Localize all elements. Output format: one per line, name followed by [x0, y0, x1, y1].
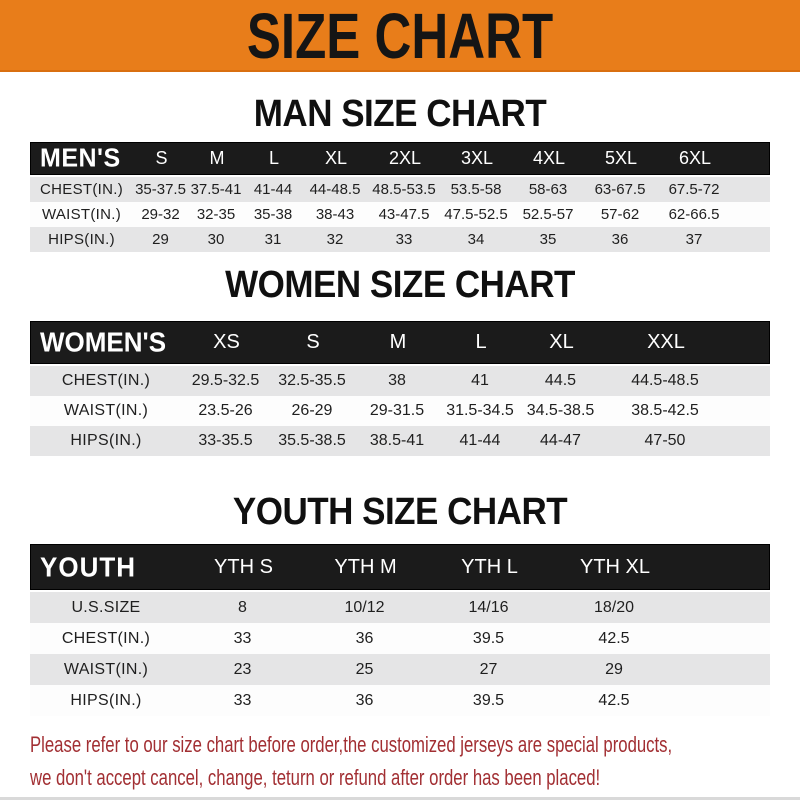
size-value-cell: 67.5-72 — [668, 181, 720, 198]
size-value-cell: 33 — [233, 691, 252, 709]
size-value-cell: 41-44 — [459, 432, 501, 449]
size-column-header: XXL — [647, 331, 685, 353]
size-value-cell: 52.5-57 — [522, 206, 574, 223]
size-value-cell: 41-44 — [253, 181, 293, 198]
size-value-cell: 35.5-38.5 — [278, 432, 346, 449]
size-value-cell: 10/12 — [344, 598, 385, 616]
row-label: HIPS(IN.) — [48, 231, 115, 248]
table-header-row — [30, 321, 770, 364]
table-row — [30, 396, 770, 426]
size-column-header: YTH S — [214, 555, 273, 578]
table-row — [30, 623, 770, 654]
size-value-cell: 35-38 — [253, 206, 293, 223]
size-value-cell: 33-35.5 — [198, 432, 253, 449]
table-corner-label: MEN'S — [40, 143, 121, 173]
size-value-cell: 34 — [467, 231, 485, 248]
row-label: CHEST(IN.) — [40, 181, 123, 198]
size-value-cell: 37.5-41 — [190, 181, 242, 198]
size-value-cell: 41 — [471, 372, 489, 389]
size-column-header: YTH L — [461, 555, 518, 578]
size-value-cell: 36 — [611, 231, 629, 248]
size-column-header: M — [209, 148, 225, 168]
size-value-cell: 30 — [207, 231, 225, 248]
size-value-cell: 53.5-58 — [450, 181, 502, 198]
size-value-cell: 31 — [264, 231, 282, 248]
men-section-title: MAN SIZE CHART — [253, 92, 547, 135]
size-value-cell: 18/20 — [593, 598, 635, 616]
size-value-cell: 26-29 — [291, 402, 333, 419]
size-value-cell: 48.5-53.5 — [372, 181, 436, 198]
size-column-header: 5XL — [604, 148, 638, 168]
size-value-cell: 34.5-38.5 — [526, 402, 595, 419]
size-value-cell: 32.5-35.5 — [278, 372, 346, 389]
size-value-cell: 38-43 — [315, 206, 355, 223]
size-value-cell: 39.5 — [472, 629, 505, 647]
size-column-header: 2XL — [388, 148, 422, 168]
table-row — [30, 654, 770, 685]
row-label: HIPS(IN.) — [70, 691, 142, 709]
size-value-cell: 31.5-34.5 — [446, 402, 514, 419]
row-label: CHEST(IN.) — [61, 372, 151, 389]
size-value-cell: 44.5-48.5 — [631, 372, 699, 389]
size-chart-banner — [0, 0, 800, 72]
size-value-cell: 47.5-52.5 — [444, 206, 508, 223]
size-value-cell: 38.5-41 — [369, 432, 425, 449]
size-value-cell: 29-32 — [141, 206, 180, 223]
size-column-header: 6XL — [678, 148, 712, 168]
row-label: CHEST(IN.) — [61, 629, 151, 647]
table-row — [30, 685, 770, 716]
youth-section-title: YOUTH SIZE CHART — [232, 490, 568, 533]
size-value-cell: 35 — [539, 231, 557, 248]
size-value-cell: 29.5-32.5 — [191, 372, 260, 389]
size-column-header: L — [268, 148, 279, 168]
size-value-cell: 29 — [152, 231, 169, 248]
table-row — [30, 426, 770, 456]
size-value-cell: 14/16 — [468, 598, 509, 616]
men-section — [0, 94, 800, 252]
size-value-cell: 57-62 — [600, 206, 640, 223]
youth-section — [0, 492, 800, 716]
size-value-cell: 37 — [685, 231, 703, 248]
size-column-header: S — [155, 148, 168, 168]
size-value-cell: 38 — [388, 372, 406, 389]
table-row — [30, 366, 770, 396]
women-section-title: WOMEN SIZE CHART — [225, 263, 575, 306]
size-column-header: XS — [213, 331, 240, 353]
size-value-cell: 42.5 — [598, 691, 630, 709]
size-column-header: YTH M — [334, 555, 397, 578]
size-value-cell: 36 — [355, 691, 374, 709]
size-column-header: 4XL — [532, 148, 566, 168]
youth-size-table — [30, 544, 770, 716]
table-row — [30, 177, 770, 202]
size-value-cell: 42.5 — [598, 629, 630, 647]
size-value-cell: 58-63 — [528, 181, 568, 198]
row-label: WAIST(IN.) — [41, 206, 122, 223]
row-label: WAIST(IN.) — [63, 660, 149, 678]
table-row — [30, 227, 770, 252]
size-value-cell: 32-35 — [196, 206, 236, 223]
size-column-header: M — [389, 331, 407, 353]
row-label: HIPS(IN.) — [70, 432, 142, 449]
size-value-cell: 33 — [395, 231, 413, 248]
size-value-cell: 43-47.5 — [378, 206, 430, 223]
women-size-table — [30, 321, 770, 456]
table-row — [30, 202, 770, 227]
women-section — [0, 265, 800, 456]
disclaimer — [30, 728, 800, 794]
size-value-cell: 35-37.5 — [135, 181, 186, 198]
size-value-cell: 44-47 — [540, 432, 581, 449]
size-value-cell: 63-67.5 — [594, 181, 646, 198]
row-label: WAIST(IN.) — [63, 402, 149, 419]
size-value-cell: 36 — [355, 629, 374, 647]
table-row — [30, 592, 770, 623]
table-header-row — [30, 142, 770, 175]
size-value-cell: 33 — [233, 629, 252, 647]
banner-title: SIZE CHART — [246, 0, 554, 72]
row-label: U.S.SIZE — [71, 598, 141, 616]
disclaimer-line-2: we don't accept cancel, change, teturn or refund after order has been placed! — [30, 765, 601, 790]
size-value-cell: 27 — [479, 660, 498, 678]
size-value-cell: 47-50 — [644, 432, 686, 449]
disclaimer-line-1: Please refer to our size chart before order,the customized jerseys are special products, — [30, 732, 673, 757]
size-column-header: L — [475, 331, 487, 353]
size-value-cell: 62-66.5 — [668, 206, 720, 223]
size-value-cell: 44-48.5 — [309, 181, 361, 198]
size-value-cell: 39.5 — [472, 691, 505, 709]
table-corner-label: WOMEN'S — [40, 326, 167, 358]
table-header-row — [30, 544, 770, 590]
size-value-cell: 38.5-42.5 — [631, 402, 699, 419]
size-value-cell: 23 — [233, 660, 252, 678]
size-column-header: XL — [324, 148, 348, 168]
size-value-cell: 25 — [355, 660, 374, 678]
size-value-cell: 29 — [605, 660, 623, 678]
size-value-cell: 8 — [238, 598, 247, 616]
size-value-cell: 29-31.5 — [369, 402, 425, 419]
men-size-table — [30, 142, 770, 252]
size-value-cell: 32 — [326, 231, 344, 248]
size-value-cell: 23.5-26 — [198, 402, 253, 419]
size-column-header: YTH XL — [579, 555, 651, 578]
size-value-cell: 44.5 — [544, 372, 577, 389]
size-column-header: S — [306, 331, 320, 353]
table-corner-label: YOUTH — [40, 550, 136, 583]
size-column-header: 3XL — [460, 148, 494, 168]
size-column-header: XL — [549, 331, 574, 353]
